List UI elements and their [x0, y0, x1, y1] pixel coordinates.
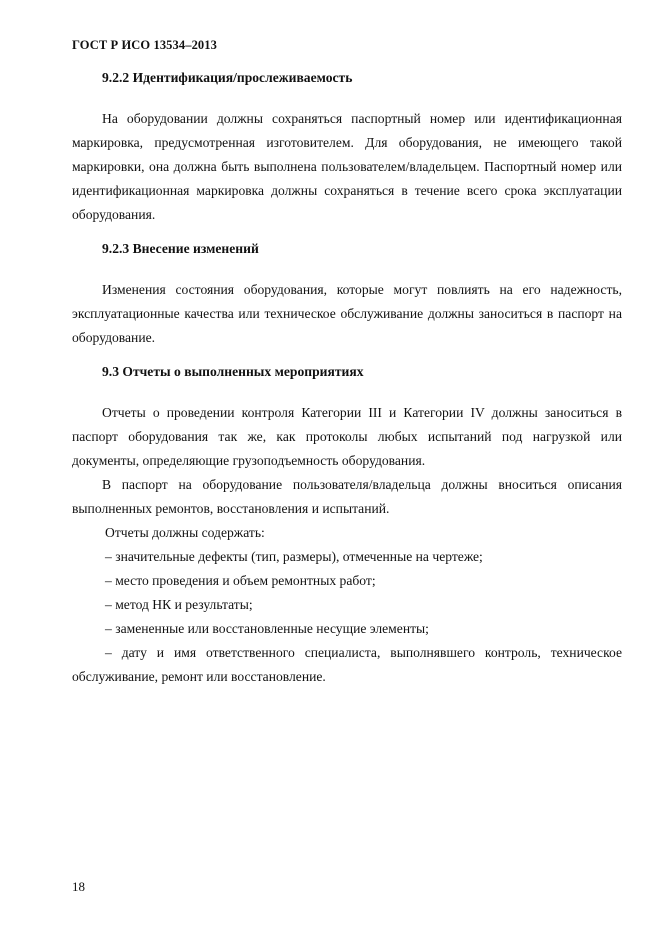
page-number: 18	[72, 879, 85, 894]
document-body	[72, 66, 622, 689]
paragraph: Отчеты о проведении контроля Категории III и Категории IV должны заноситься в паспорт оборудования так же, как протоколы любых испытаний под нагрузкой или документы, определяющие грузоподъемность оборудования.	[72, 405, 622, 468]
document-header: ГОСТ Р ИСО 13534–2013	[72, 38, 217, 52]
section-heading: 9.3 Отчеты о выполненных мероприятиях	[102, 364, 364, 379]
list-item: – место проведения и объем ремонтных работ;	[105, 573, 376, 588]
list-item: – дату и имя ответственного специалиста, выполнявшего контроль, техническое обслуживание, ремонт или восстановление.	[72, 645, 622, 684]
list-intro: Отчеты должны содержать:	[105, 525, 265, 540]
list-item: – замененные или восстановленные несущие элементы;	[105, 621, 429, 636]
paragraph: На оборудовании должны сохраняться паспортный номер или идентификационная маркировка, предусмотренная изготовителем. Для оборудования, не имеющего такой маркировки, она должна быть выполнена пользователем/владельцем. Паспортный номер или идентификационная маркировка должны сохраняться в течение всего срока эксплуатации оборудования.	[72, 111, 622, 222]
paragraph: В паспорт на оборудование пользователя/владельца должны вноситься описания выполненных ремонтов, восстановления и испытаний.	[72, 477, 622, 516]
paragraph: Изменения состояния оборудования, которые могут повлиять на его надежность, эксплуатационные качества или техническое обслуживание должны заноситься в паспорт на оборудование.	[72, 282, 622, 345]
section-heading: 9.2.3 Внесение изменений	[102, 241, 259, 256]
section-heading: 9.2.2 Идентификация/прослеживаемость	[102, 70, 353, 85]
list-item: – значительные дефекты (тип, размеры), отмеченные на чертеже;	[105, 549, 483, 564]
list-item: – метод НК и результаты;	[105, 597, 253, 612]
